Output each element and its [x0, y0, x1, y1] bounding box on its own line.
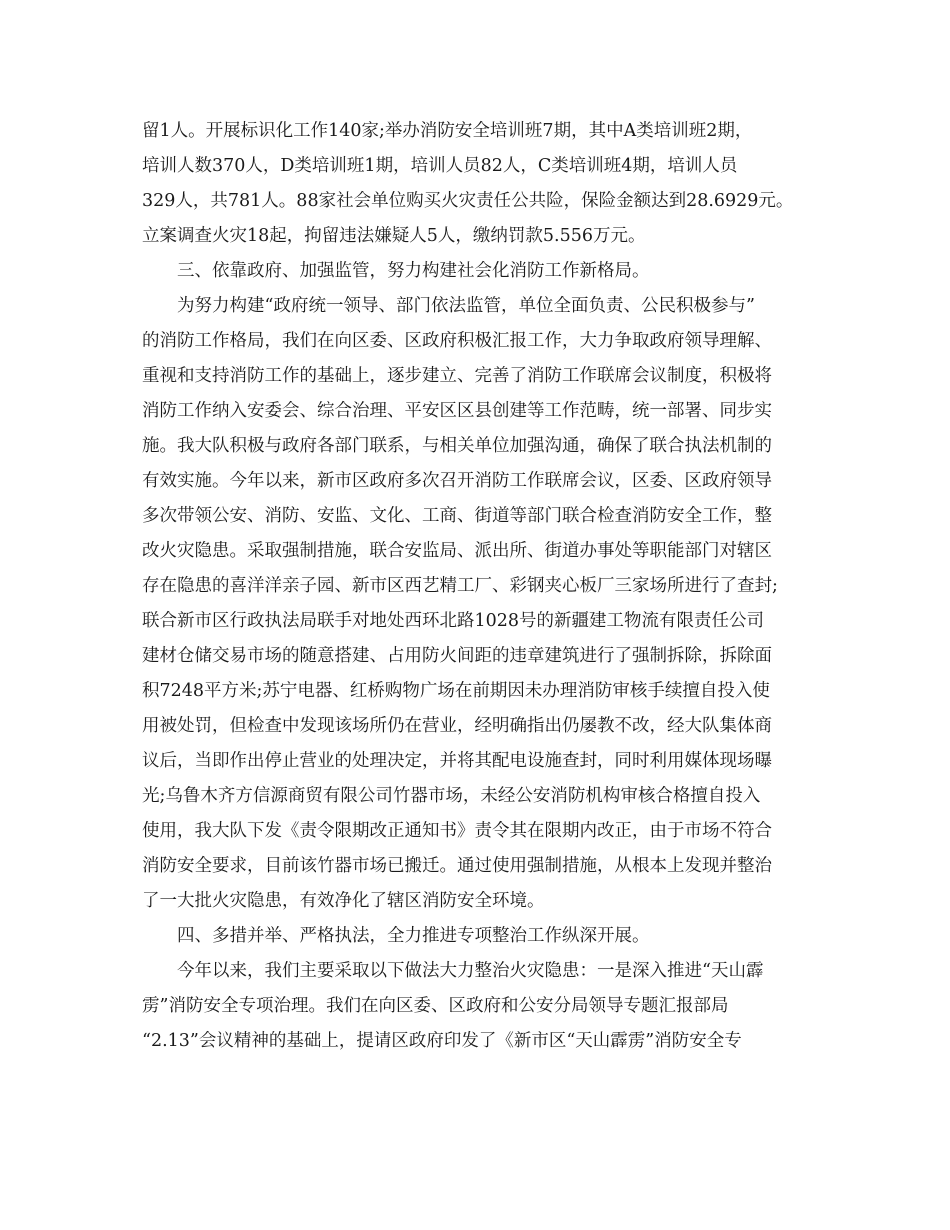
text-line: 使用，我大队下发《责令限期改正通知书》责令其在限期内改正，由于市场不符合	[142, 821, 772, 841]
text-line: 消防工作纳入安委会、综合治理、平安区区县创建等工作范畴，统一部署、同步实	[142, 401, 772, 421]
text-line: 培训人数370人，D类培训班1期，培训人员82人，C类培训班4期，培训人员	[142, 156, 738, 176]
text-line: 改火灾隐患。采取强制措施，联合安监局、派出所、街道办事处等职能部门对辖区	[142, 541, 772, 561]
text-line: 用被处罚，但检查中发现该场所仍在营业，经明确指出仍屡教不改，经大队集体商	[142, 716, 772, 736]
text-line: 雳”消防安全专项治理。我们在向区委、区政府和公安分局领导专题汇报部局	[142, 996, 729, 1016]
section-heading: 三、依靠政府、加强监管，努力构建社会化消防工作新格局。	[142, 261, 650, 281]
text-line: 重视和支持消防工作的基础上，逐步建立、完善了消防工作联席会议制度，积极将	[142, 366, 772, 386]
text-line: 今年以来，我们主要采取以下做法大力整治火灾隐患：一是深入推进“天山霹	[142, 961, 764, 981]
text-line: 联合新市区行政执法局联手对地处西环北路1028号的新疆建工物流有限责任公司	[142, 611, 765, 631]
text-line: 积7248平方米;苏宁电器、红桥购物广场在前期因未办理消防审核手续擅自投入使	[142, 681, 770, 701]
text-line: “2.13”会议精神的基础上，提请区政府印发了《新市区“天山霹雳”消防安全专	[142, 1031, 742, 1051]
text-line: 议后，当即作出停止营业的处理决定，并将其配电设施查封，同时利用媒体现场曝	[142, 751, 772, 771]
text-line: 有效实施。今年以来，新市区政府多次召开消防工作联席会议，区委、区政府领导	[142, 471, 772, 491]
text-line: 留1人。开展标识化工作140家;举办消防安全培训班7期，其中A类培训班2期，	[142, 121, 753, 141]
text-line: 的消防工作格局，我们在向区委、区政府积极汇报工作，大力争取政府领导理解、	[142, 331, 772, 351]
text-line: 施。我大队积极与政府各部门联系，与相关单位加强沟通，确保了联合执法机制的	[142, 436, 772, 456]
text-line: 建材仓储交易市场的随意搭建、占用防火间距的违章建筑进行了强制拆除，拆除面	[142, 646, 772, 666]
text-line: 329人，共781人。88家社会单位购买火灾责任公共险，保险金额达到28.6929元。	[142, 191, 794, 211]
text-line: 多次带领公安、消防、安监、文化、工商、街道等部门联合检查消防安全工作，整	[142, 506, 772, 526]
text-line: 了一大批火灾隐患，有效净化了辖区消防安全环境。	[142, 891, 545, 911]
text-line: 消防安全要求，目前该竹器市场已搬迁。通过使用强制措施，从根本上发现并整治	[142, 856, 772, 876]
text-line: 光;乌鲁木齐方信源商贸有限公司竹器市场，未经公安消防机构审核合格擅自投入	[142, 786, 761, 806]
section-heading: 四、多措并举、严格执法，全力推进专项整治工作纵深开展。	[142, 926, 650, 946]
text-line: 立案调查火灾18起，拘留违法嫌疑人5人，缴纳罚款5.556万元。	[142, 226, 646, 246]
text-line: 存在隐患的喜洋洋亲子园、新市区西艺精工厂、彩钢夹心板厂三家场所进行了查封;	[142, 576, 778, 596]
text-line: 为努力构建“政府统一领导、部门依法监管，单位全面负责、公民积极参与”	[142, 296, 755, 316]
